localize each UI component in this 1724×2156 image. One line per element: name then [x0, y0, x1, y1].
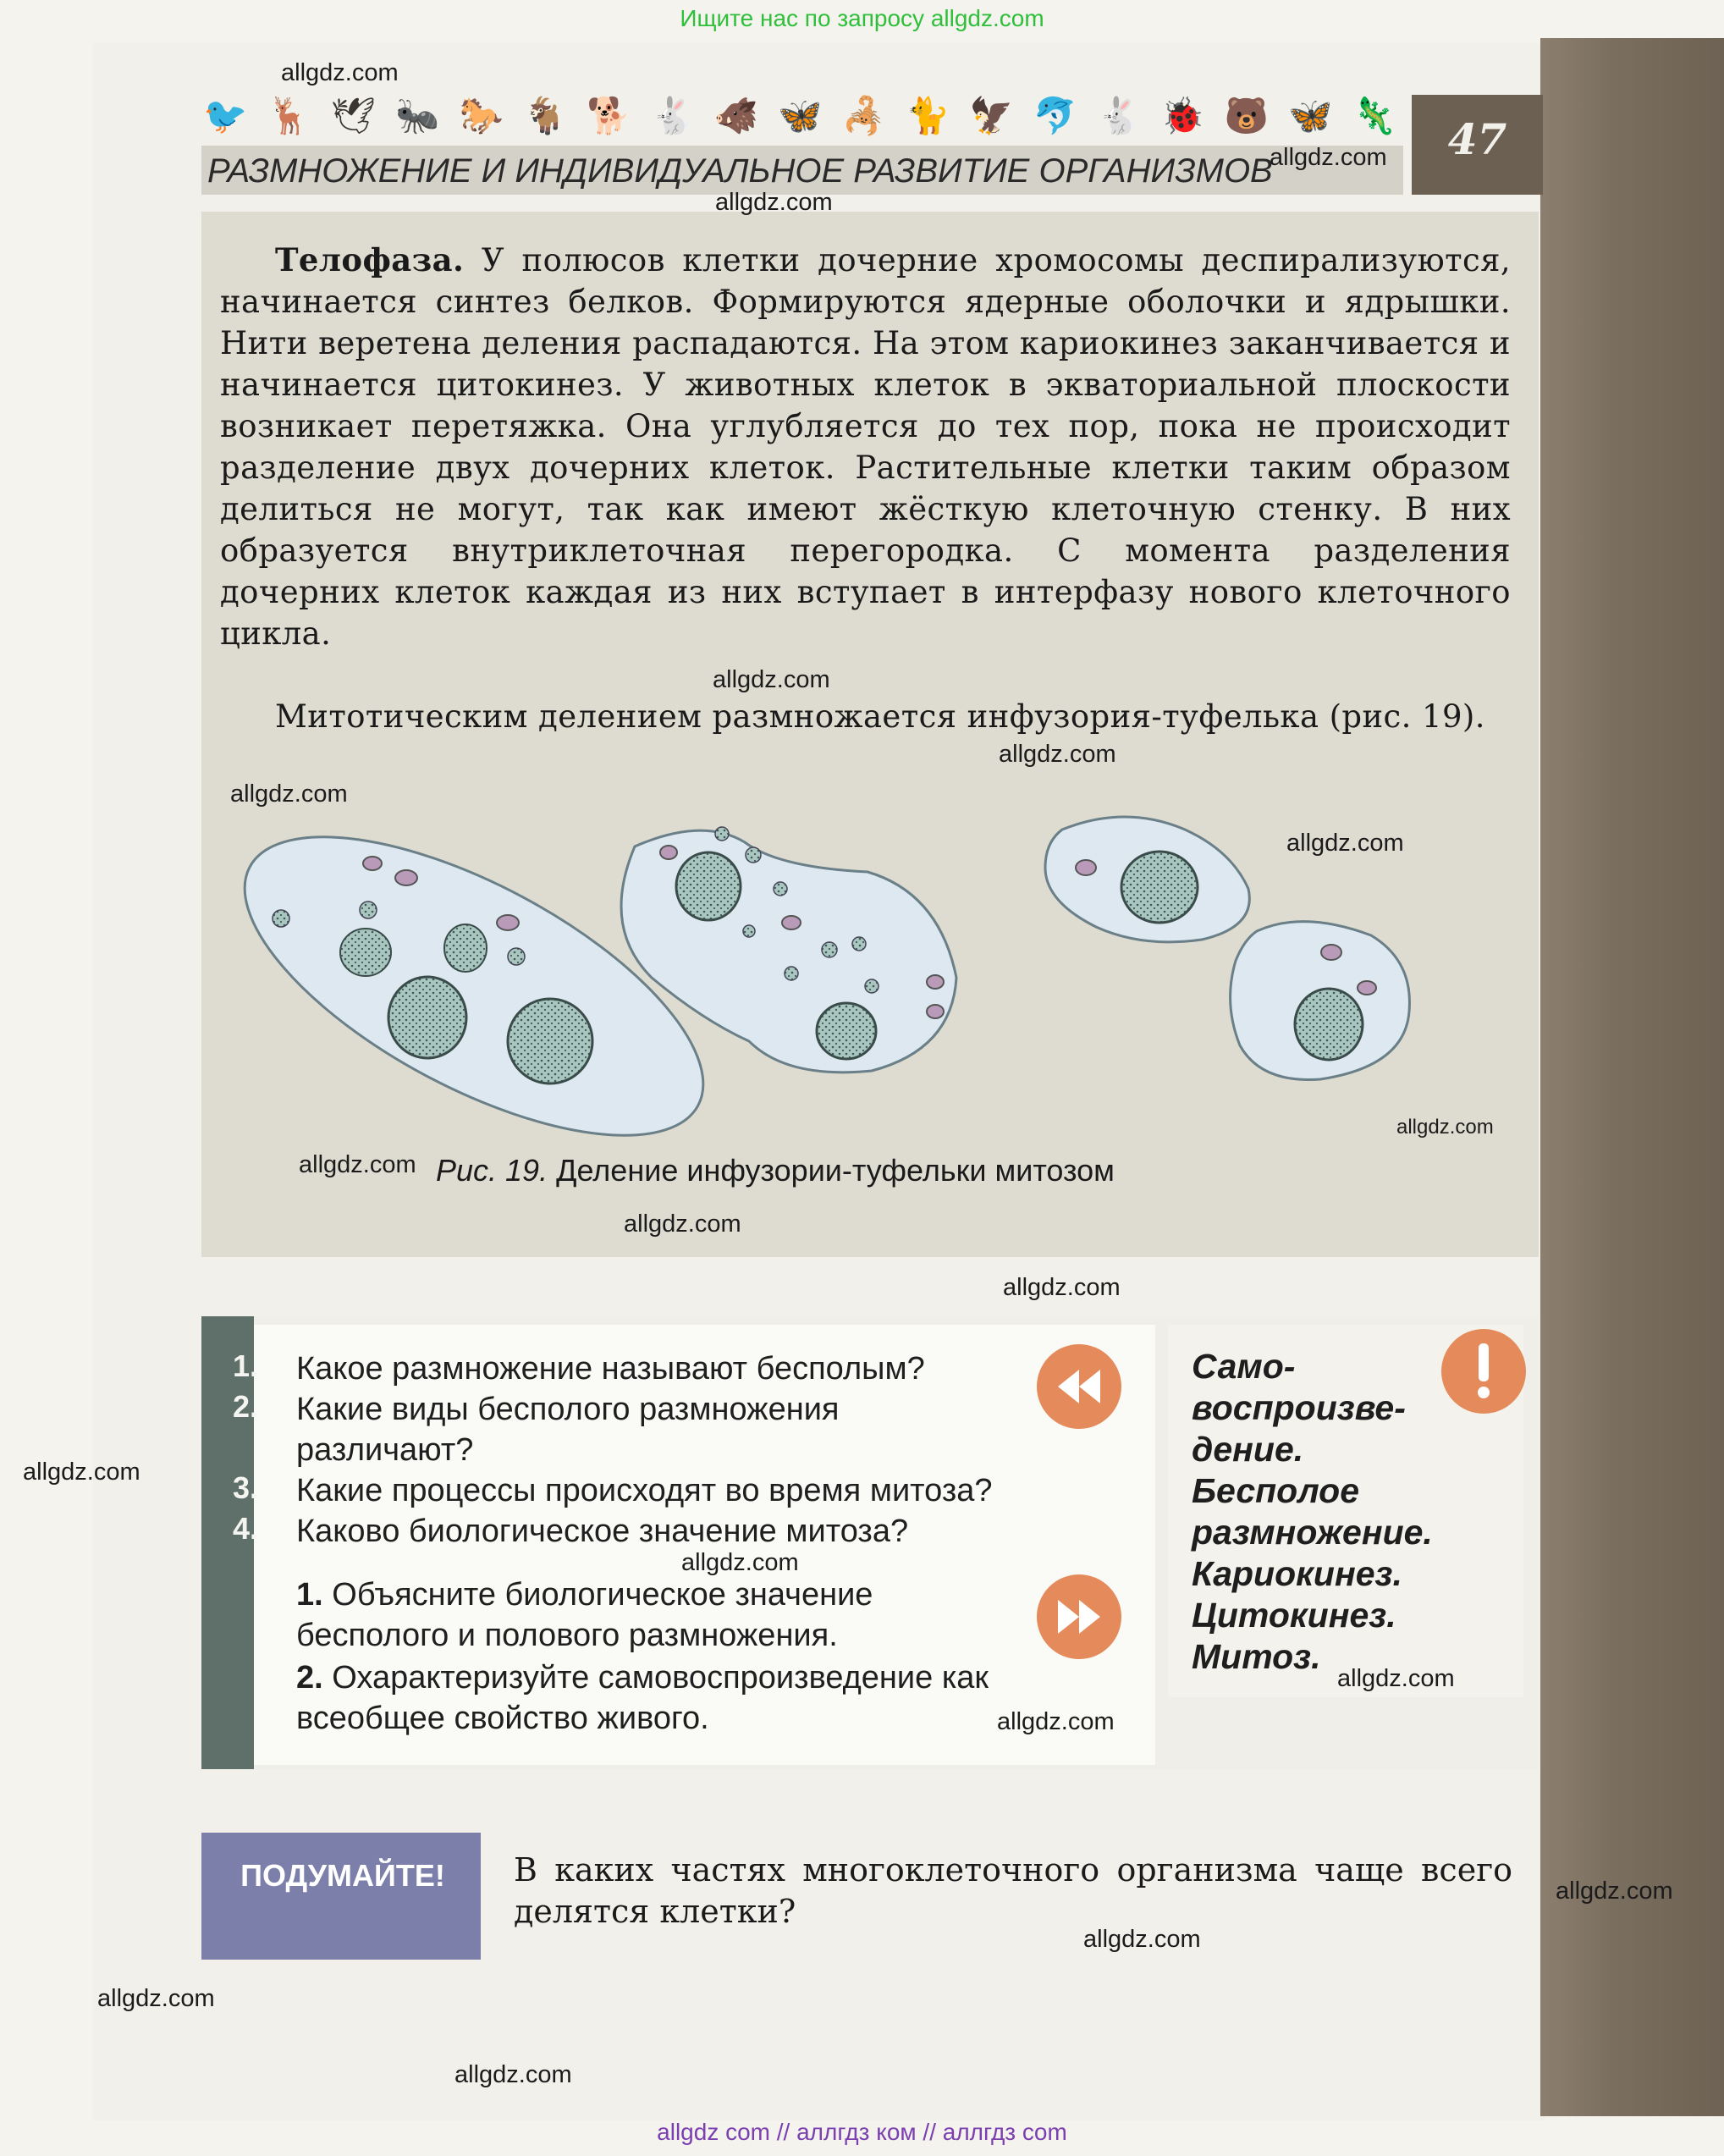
- paramecium-daughter-cell-1: [1045, 817, 1249, 942]
- bird-icon: 🕊: [330, 95, 377, 136]
- watermark: allgdz.com: [624, 1210, 741, 1238]
- figure-caption-text: Деление инфузории-туфельки митозом: [548, 1153, 1115, 1188]
- think-label-box: [201, 1833, 481, 1960]
- bird-icon: 🦅: [969, 95, 1014, 136]
- watermark: allgdz.com: [281, 59, 399, 86]
- keyterm-line: дение.: [1192, 1430, 1304, 1469]
- keyterm-line: Цитокинез.: [1192, 1596, 1396, 1635]
- watermark: allgdz.com: [230, 780, 348, 808]
- question-text: Какое размножение называют бесполым?: [296, 1351, 925, 1387]
- question-number: 1.: [232, 1348, 258, 1383]
- butterfly-icon: 🦋: [1288, 95, 1333, 136]
- figure-caption: [436, 1153, 1115, 1188]
- think-question: В каких частях многоклеточного организма чаще всего делятся клетки?: [514, 1851, 1512, 1930]
- cat-icon: 🐈: [905, 95, 950, 136]
- fast-forward-icon: [1037, 1574, 1121, 1659]
- dog-icon: 🐕: [587, 95, 631, 136]
- horse-icon: 🐎: [459, 95, 504, 136]
- telophase-term: Телофаза.: [275, 241, 465, 278]
- question-number: 3.: [232, 1470, 258, 1505]
- question-number: 2.: [232, 1389, 258, 1424]
- think-label: ПОДУМАЙТЕ!: [240, 1858, 445, 1893]
- watermark: allgdz.com: [1396, 1116, 1494, 1139]
- task-item: [296, 1657, 1007, 1739]
- keyterm-line: Кариокинез.: [1192, 1554, 1402, 1593]
- task-item: [296, 1574, 1007, 1656]
- keyterm-line: воспроизве-: [1192, 1388, 1406, 1427]
- keyterm-line: размножение.: [1192, 1513, 1433, 1552]
- watermark: allgdz.com: [713, 666, 830, 693]
- keyterm-line: Бесполое: [1192, 1471, 1360, 1510]
- insect-icon: 🐞: [1160, 95, 1205, 136]
- watermark: allgdz.com: [715, 189, 833, 216]
- question-number: 4.: [232, 1511, 258, 1546]
- watermark: allgdz.com: [23, 1458, 140, 1486]
- task-text: Охарактеризуйте самовоспроизведение как всеобщее свойство живого.: [296, 1660, 989, 1736]
- paramecium-division-figure: [229, 808, 1523, 1164]
- deer-icon: 🦌: [267, 95, 311, 136]
- watermark: allgdz.com: [299, 1151, 416, 1178]
- bird-icon: 🐦: [203, 95, 248, 136]
- watermark: allgdz.com: [681, 1549, 799, 1576]
- watermark: allgdz.com: [1337, 1665, 1455, 1692]
- watermark: allgdz.com: [1556, 1878, 1673, 1905]
- watermark: allgdz.com: [999, 741, 1116, 768]
- telophase-text: У полюсов клетки дочерние хромосомы деспирализуются, начинается синтез белков. Формируются ядерные оболочки и ядрышки. Нити веретена деления распадаются. На этом кариокинез заканчивается и начинается цитокинез. У животных клеток в экваториальной плоскости возникает перетяжка. Она углубляется до тех пор, пока не происходит разделение двух дочерних клеток. Растительные клетки таким образом делиться не могут, так как имеют жёсткую клеточную стенку. В них образуется внутриклеточная перегородка. С момента разделения дочерних клеток каждая из них вступает в интерфазу нового клеточного цикла.: [220, 242, 1511, 652]
- rabbit-icon: 🐇: [650, 95, 695, 136]
- task-number: 1.: [296, 1577, 323, 1613]
- butterfly-icon: 🦋: [778, 95, 823, 136]
- watermark: allgdz.com: [97, 1985, 215, 2012]
- boar-icon: 🐗: [713, 95, 759, 136]
- keyterm-line: Само-: [1192, 1347, 1296, 1386]
- bear-icon: 🐻: [1224, 95, 1270, 136]
- bottom-banner[interactable]: allgdz com // аллгдз ком // аллгдз com: [657, 2119, 1067, 2145]
- animal-decoration-strip: [203, 91, 1396, 141]
- watermark: allgdz.com: [1270, 144, 1387, 171]
- watermark: allgdz.com: [454, 2061, 572, 2088]
- book-edge: [1540, 38, 1724, 2116]
- watermark: allgdz.com: [1003, 1274, 1121, 1301]
- lizard-icon: 🦎: [1352, 95, 1396, 136]
- question-text: Каково биологическое значение митоза?: [296, 1514, 909, 1549]
- top-banner[interactable]: Ищите нас по запросу allgdz.com: [680, 5, 1044, 31]
- task-number: 2.: [296, 1660, 323, 1696]
- question-text: Какие виды бесполого размножения различают?: [296, 1392, 840, 1468]
- watermark: allgdz.com: [997, 1708, 1115, 1735]
- task-text: Объясните биологическое значение бесполого и полового размножения.: [296, 1577, 873, 1653]
- keyterms-list: [1192, 1346, 1513, 1678]
- dolphin-icon: 🐬: [1033, 95, 1077, 136]
- watermark: allgdz.com: [1286, 830, 1404, 857]
- page-number: 47: [1447, 114, 1507, 164]
- scorpion-icon: 🦂: [841, 95, 886, 136]
- rewind-icon: [1037, 1344, 1121, 1429]
- chapter-title: РАЗМНОЖЕНИЕ И ИНДИВИДУАЛЬНОЕ РАЗВИТИЕ ОРГАНИЗМОВ: [207, 152, 1273, 190]
- goat-icon: 🐐: [522, 95, 568, 136]
- telophase-paragraph: [220, 240, 1511, 654]
- rabbit-icon: 🐇: [1097, 95, 1142, 136]
- paramecium-paragraph: Митотическим делением размножается инфузория-туфелька (рис. 19).: [275, 698, 1485, 735]
- figure-label: Рис. 19.: [436, 1153, 548, 1188]
- question-text: Какие процессы происходят во время митоза?: [296, 1473, 993, 1508]
- keyterm-line: Митоз.: [1192, 1637, 1321, 1676]
- insect-icon: 🐜: [395, 95, 440, 136]
- paramecium-daughter-cell-2: [1231, 922, 1410, 1080]
- watermark: allgdz.com: [1083, 1926, 1201, 1953]
